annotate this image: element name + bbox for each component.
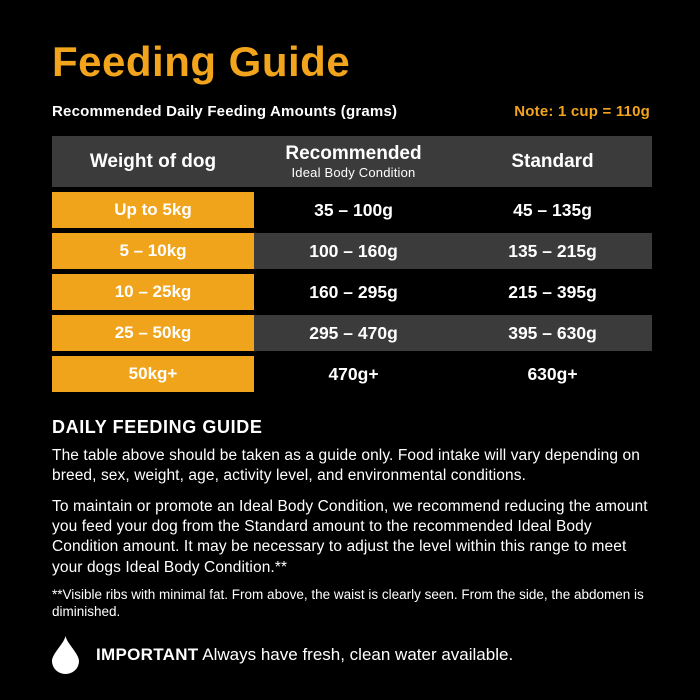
recommended-value: 100 – 160g (309, 240, 398, 261)
weight-cell: 50kg+ (52, 356, 254, 392)
important-text (96, 645, 513, 665)
daily-feeding-guide-heading: DAILY FEEDING GUIDE (52, 417, 263, 438)
col-header-standard: Standard (511, 150, 594, 172)
standard-value: 45 – 135g (513, 199, 592, 220)
feeding-table (52, 136, 652, 392)
col-header-recommended-main: Recommended (285, 142, 422, 164)
col-header-recommended-sub: Ideal Body Condition (291, 164, 416, 180)
table-row (52, 233, 652, 269)
standard-value: 135 – 215g (508, 240, 597, 261)
water-drop-icon (52, 636, 79, 674)
cup-conversion-note: Note: 1 cup = 110g (514, 103, 650, 121)
table-row (52, 356, 652, 392)
col-header-weight: Weight of dog (89, 150, 217, 172)
standard-value: 630g+ (527, 363, 578, 384)
standard-value: 395 – 630g (508, 322, 597, 343)
table-header-row (52, 136, 652, 187)
guide-paragraph-1: The table above should be taken as a guide only. Food intake will vary depending on breed, sex, weight, age, activity level, and environmental conditions. (52, 447, 640, 485)
important-note (52, 636, 650, 674)
col-header-recommended (254, 144, 453, 180)
important-message: Always have fresh, clean water available. (202, 644, 514, 664)
recommended-value: 470g+ (328, 363, 379, 384)
recommended-value: 160 – 295g (309, 281, 398, 302)
weight-cell: 5 – 10kg (52, 233, 254, 269)
footnote: **Visible ribs with minimal fat. From above, the waist is clearly seen. From the side, the abdomen is diminished. (52, 586, 644, 620)
table-row (52, 192, 652, 228)
recommended-value: 295 – 470g (309, 322, 398, 343)
page-title: Feeding Guide (52, 38, 351, 85)
weight-cell: 25 – 50kg (52, 315, 254, 351)
weight-cell: Up to 5kg (52, 192, 254, 228)
important-label: IMPORTANT (96, 644, 199, 664)
subtitle: Recommended Daily Feeding Amounts (grams) (52, 103, 398, 121)
recommended-value: 35 – 100g (314, 199, 393, 220)
subtitle-row (52, 103, 650, 120)
guide-paragraph-2: To maintain or promote an Ideal Body Condition, we recommend reducing the amount you feed your dog from the Standard amount to the recommended Ideal Body Condition amount. It may be necessary to adjust the level within this range to meet your dogs Ideal Body Condition.** (52, 497, 648, 576)
table-row (52, 315, 652, 351)
weight-cell: 10 – 25kg (52, 274, 254, 310)
standard-value: 215 – 395g (508, 281, 597, 302)
table-row (52, 274, 652, 310)
